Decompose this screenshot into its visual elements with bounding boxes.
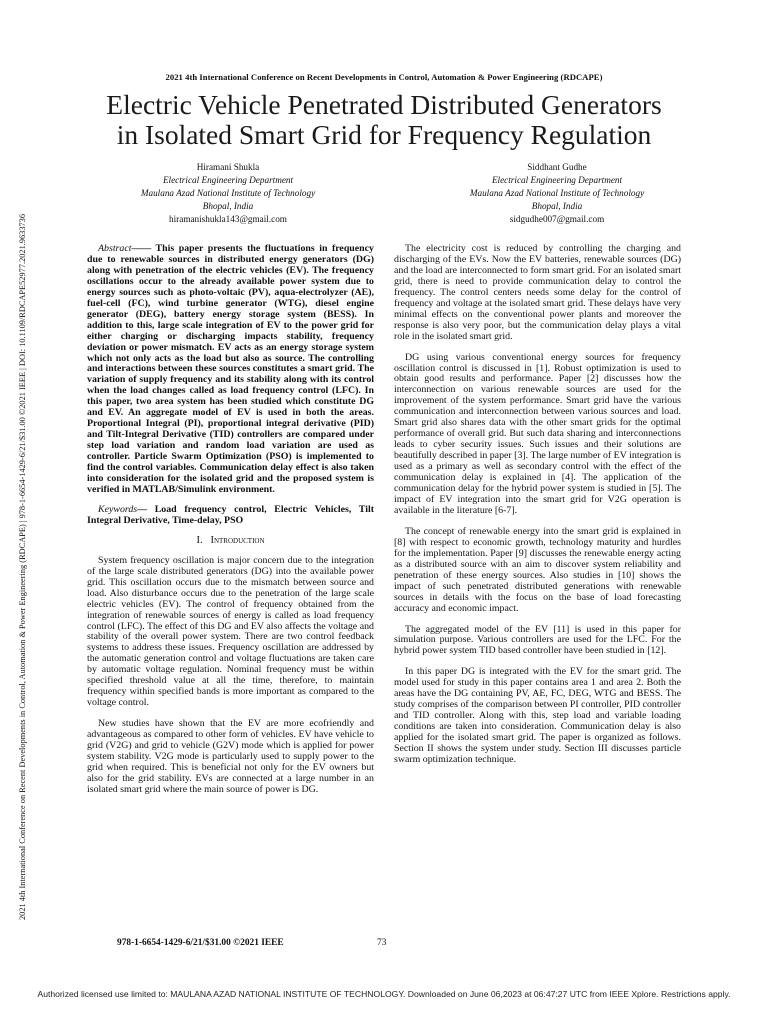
body-paragraph: In this paper DG is integrated with the EV for the smart grid. The model used for study in this paper contains area 1 and area 2. Both the areas have the DG containing PV, AE, FC, DEG, WTG and BESS. The study comprises of the comparison between PI controller, PID controller and TID controller. Along with this, step load and variable loading conditions are taken into consideration. Communication delay is also applied for the isolated smart grid. The paper is organized as follows. Section II shows the system under study. Section III discusses particle swarm optimization technique.: [394, 666, 681, 765]
body-paragraph: DG using various conventional energy sources for frequency oscillation control is discussed in [1]. Robust optimization is used to obtain good results and performance. Paper [2] discusses how the interconnection on various renewable sources are used for the improvement of the system performance. Smart grid have the various communication and interconnection between various sources and load. Smart grid also shares data with the other smart grids for the optimal performance of overall grid. But such data sharing and interconnections leads to cyber security issues. Such issues and their solutions are beautifully described in paper [3]. The large number of EV integration is used as a primary as well as secondary control with the effect of the communication delay is explained in [4]. The application of the communication delay for the hybrid power system is studied in [5]. The impact of EV integration into the smart grid for V2G operation is available in the literature [6-7].: [394, 351, 681, 516]
right-column: [394, 244, 681, 766]
body-paragraph: The concept of renewable energy into the smart grid is explained in [8] with respect to economic growth, technology maturity and hurdles for the implementation. Paper [9] discusses the renewable energy acting as a distributed source with an aim to discover system reliability and penetration of these energy sources. Also studies in [10] shows the impact of such penetrated distributed generations with renewable sources in details with the focus on the base of load forecasting accuracy and economic impact.: [394, 525, 681, 614]
section-numeral: I.: [196, 534, 203, 546]
author-block-2: [427, 161, 687, 226]
author-department: Electrical Engineering Department: [162, 175, 294, 185]
keywords-dash: —: [137, 503, 155, 515]
title-line-2: in Isolated Smart Grid for Frequency Regulation: [116, 119, 652, 150]
author-institute: Maulana Azad National Institute of Technology: [140, 188, 316, 198]
keywords-text: Load frequency control, Electric Vehicles, Tilt Integral Derivative, Time-delay, PSO: [87, 503, 374, 526]
author-institute: Maulana Azad National Institute of Technology: [469, 188, 645, 198]
author-name: Siddhant Gudhe: [527, 162, 587, 172]
body-paragraph: New studies have shown that the EV are more ecofriendly and advantageous as compared to other form of vehicles. EV have vehicle to grid (V2G) and grid to vehicle (G2V) mode which is applied for power system stability. V2G mode is particularly used to supply power to the grid when required. This is beneficial not only for the EV owners but also for the grid stability. EVs are connected at a large number in an isolated smart grid where the main source of power is DG.: [87, 718, 374, 795]
author-email: sidgudhe007@gmail.com: [509, 214, 605, 224]
footer-isbn: 978-1-6654-1429-6/21/$31.00 ©2021 IEEE: [117, 938, 284, 948]
doi-sidebar-text: 2021 4th International Conference on Recent Developments in Control, Automation & Power Engineering (RDCAPE) | 978-1-6654-1429-6/21/$31.00 ©2021 IEEE | DOI: 10.1109/RDCAPE52977.2021.9633736: [18, 213, 27, 920]
page-number: 73: [377, 938, 387, 948]
author-location: Bhopal, India: [202, 201, 254, 211]
section-title-initial: I: [210, 534, 214, 546]
body-paragraph: System frequency oscillation is major concern due to the integration of the large scale distributed generators (DG) into the available power grid. This oscillation occurs due to the mismatch between source and load. Also disturbance occurs due to the penetration of the large scale electric vehicles (EV). The control of frequency obtained from the integration of renewable sources of energy is called as load frequency control (LFC). The effect of this DG and EV also affects the voltage and stability of the overall power system. There are two control feedback systems to address these issues. Frequency oscillation are addressed by the automatic generation control and voltage fluctuations are taken care by automatic voltage regulation. Nominal frequency must be within specified threshold value at all the time, therefore, to maintain frequency within specified bands is more important as compared to the voltage control.: [87, 554, 374, 709]
license-notice: Authorized licensed use limited to: MAULANA AZAD NATIONAL INSTITUTE OF TECHNOLOGY. Downloaded on June 06,2023 at 06:47:27 UTC from IEEE Xplore. Restrictions apply.: [37, 989, 731, 999]
keywords-label: Keywords: [98, 503, 138, 515]
conference-header: 2021 4th International Conference on Recent Developments in Control, Automation & Power Engineering (RDCAPE): [165, 72, 603, 82]
keywords: [87, 505, 374, 527]
author-email: hiramanishukla143@gmail.com: [169, 214, 287, 224]
left-column: [87, 244, 374, 796]
body-paragraph: The aggregated model of the EV [11] is used in this paper for simulation purpose. Various controllers are used for the LFC. For the hybrid power system TID based controller have been studied in [12].: [394, 623, 681, 657]
author-block-1: [98, 161, 358, 226]
paper-title: [60, 90, 708, 150]
author-location: Bhopal, India: [531, 201, 583, 211]
abstract: [87, 244, 374, 496]
section-title-rest: ntroduction: [213, 534, 265, 546]
abstract-text: This paper presents the fluctuations in frequency due to renewable sources in distributed energy generators (DG) along with penetration of the electric vehicles (EV). The frequency oscillations occur to the already available power system due to energy sources such as photo-voltaic (PV), aqua-electrolyzer (AE), fuel-cell (FC), wind turbine generator (WTG), diesel engine generator (DEG), battery energy storage system (BESS). In addition to this, large scale integration of EV to the power grid for either charging or discharging impacts stability, frequency deviation or power mismatch. EV acts as an energy storage system which not only acts as the load but also as source. The controlling and interactions between these sources constitutes a smart grid. The variation of supply frequency and its stability along with its control when the load changes called as load frequency control (LFC). In this paper, two area system has been studied which constitute DG and EV. An aggregate model of EV is used in both the areas. Proportional Integral (PI), proportional integral derivative (PID) and Tilt-Integral Derivative (TID) controllers are compared under step load variation and random load variation are used as controller. Particle Swarm Optimization (PSO) is implemented to find the control variables. Communication delay effect is also taken into consideration for the isolated grid and the proposed system is verified in MATLAB/Simulink environment.: [87, 243, 374, 495]
section-heading-introduction: [87, 536, 374, 547]
author-name: Hiramani Shukla: [196, 162, 260, 172]
title-line-1: Electric Vehicle Penetrated Distributed Generators: [106, 89, 662, 120]
abstract-label: Abstract: [98, 243, 132, 254]
author-department: Electrical Engineering Department: [491, 175, 623, 185]
doi-sidebar: [8, 100, 28, 920]
body-paragraph: The electricity cost is reduced by controlling the charging and discharging of the EVs. Now the EV batteries, renewable sources (DG) and the load are interconnected to form smart grid. For an isolated smart grid, there is need to provide communication delay to control the frequency. The control centers needs some delay for the control of frequency and voltage at the isolated smart grid. These delays have very minimal effects on the conventional power plants and moreover the response is also very poor, but the communication delay plays a vital role in the isolated smart grid.: [394, 243, 681, 342]
abstract-dash: ——: [131, 243, 156, 254]
